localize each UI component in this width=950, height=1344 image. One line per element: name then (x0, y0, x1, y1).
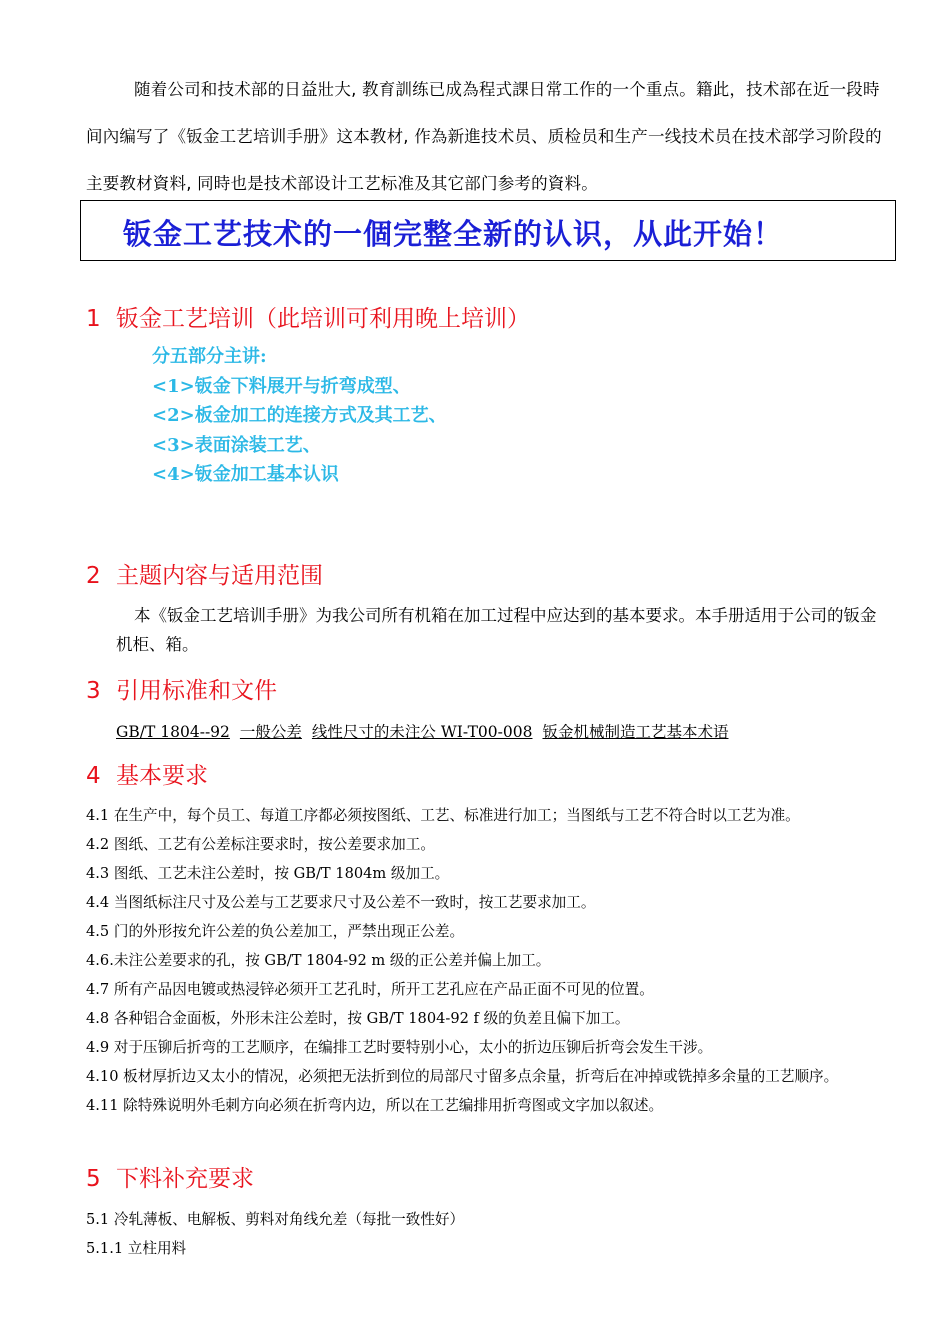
requirement-item: 4.9 对于压铆后折弯的工艺顺序，在编排工艺时要特别小心，太小的折边压铆后折弯会发生干涉。 (86, 1039, 713, 1056)
requirement-item: 4.3 图纸、工艺未注公差时，按 GB/T 1804m 级加工。 (86, 865, 450, 882)
requirement-item: 4.10 板材厚折边又太小的情况，必须把无法折到位的局部尺寸留多点余量，折弯后在冲掉或铣掉多余量的工艺顺序。 (86, 1068, 839, 1085)
banner-text: 钣金工艺技术的一個完整全新的认识，从此开始！ (123, 217, 784, 251)
requirement-item: 4.4 当图纸标注尺寸及公差与工艺要求尺寸及公差不一致时，按工艺要求加工。 (86, 894, 596, 911)
section-number: 1 (86, 306, 101, 332)
section-3-heading (86, 672, 277, 705)
topic-item: <4>钣金加工基本认识 (152, 464, 339, 485)
section-title: 下料补充要求 (116, 1166, 254, 1192)
reference-list (116, 720, 739, 742)
section-title: 钣金工艺培训（此培训可利用晚上培训） (116, 306, 530, 332)
banner-box (80, 200, 896, 261)
training-topics (152, 342, 447, 490)
section-5-heading (86, 1160, 254, 1193)
section-number: 2 (86, 563, 101, 589)
reference-item: 一般公差 (239, 723, 302, 741)
intro-paragraph: 随着公司和技术部的日益壯大, 教育訓练已成為程式課日常工作的一个重点。籍此，技术部在近一段時间內编写了《钣金工艺培训手册》这本教材, 作為新進技术员、质检员和生产一线技术员在技术部学习阶段的主要教材資料, 同時也是技术部设计工艺标准及其它部门参考的資料。 (86, 80, 882, 193)
scope-paragraph (116, 601, 886, 659)
supplement-list (86, 1205, 464, 1263)
topics-intro: 分五部分主讲: (152, 346, 267, 367)
requirement-item: 4.5 门的外形按允许公差的负公差加工，严禁出现正公差。 (86, 923, 465, 940)
section-title: 引用标准和文件 (116, 678, 277, 704)
scope-text: 本《钣金工艺培训手册》为我公司所有机箱在加工过程中应达到的基本要求。本手册适用于公司的钣金机柜、箱。 (116, 606, 877, 654)
supplement-item: 5.1 冷轧薄板、电解板、剪料对角线允差（每批一致性好） (86, 1211, 465, 1228)
requirement-item: 4.1 在生产中，每个员工、每道工序都必须按图纸、工艺、标准进行加工；当图纸与工艺不符合时以工艺为准。 (86, 807, 800, 824)
requirement-item: 4.2 图纸、工艺有公差标注要求时，按公差要求加工。 (86, 836, 435, 853)
topic-item: <1>钣金下料展开与折弯成型、 (152, 375, 411, 397)
requirement-item: 4.8 各种铝合金面板，外形未注公差时，按 GB/T 1804-92 f 级的负差且偏下加工。 (86, 1010, 630, 1027)
reference-item: 钣金机械制造工艺基本术语 (542, 723, 729, 741)
section-2-heading (86, 557, 323, 590)
topic-item: <2>板金加工的连接方式及其工艺、 (152, 405, 447, 426)
requirements-list (86, 801, 906, 1120)
requirement-item: 4.11 除特殊说明外毛刺方向必须在折弯内边，所以在工艺编排用折弯图或文字加以叙述。 (86, 1097, 664, 1114)
reference-item: GB/T 1804--92 (116, 723, 230, 741)
section-title: 基本要求 (116, 763, 208, 789)
requirement-item: 4.7 所有产品因电镀或热浸锌必须开工艺孔时，所开工艺孔应在产品正面不可见的位置。 (86, 981, 654, 998)
supplement-item: 5.1.1 立柱用料 (86, 1240, 187, 1257)
section-4-heading (86, 757, 208, 790)
topic-item: <3>表面涂装工艺、 (152, 434, 321, 456)
requirement-item: 4.6.未注公差要求的孔，按 GB/T 1804-92 m 级的正公差并偏上加工。 (86, 952, 551, 969)
section-number: 5 (86, 1166, 101, 1192)
section-number: 4 (86, 763, 101, 789)
section-1-heading (86, 300, 530, 333)
reference-item: 线性尺寸的未注公 WI-T00-008 (311, 723, 533, 741)
section-number: 3 (86, 678, 101, 704)
section-title: 主题内容与适用范围 (116, 563, 323, 589)
